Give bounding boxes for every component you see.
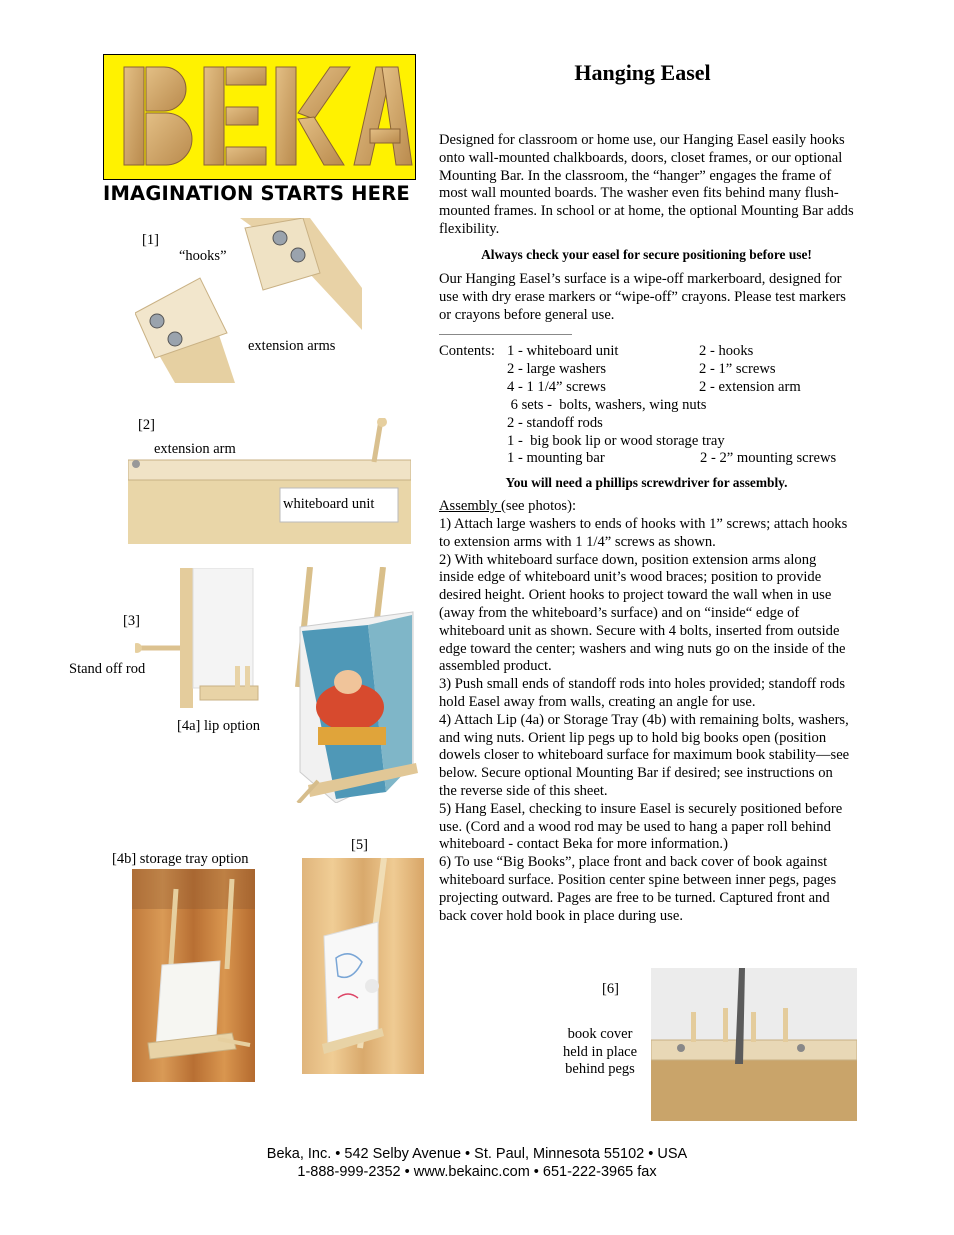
fig4b-caption: [4b] storage tray option — [112, 851, 249, 867]
contents-item: 1 - whiteboard unit — [507, 343, 619, 359]
fig4a-caption: [4a] lip option — [177, 718, 260, 734]
contents-item: 1 - mounting bar — [507, 450, 605, 466]
photo-book-pegs — [651, 968, 857, 1121]
book-cover-caption-2: held in place — [562, 1044, 638, 1060]
fig3-caption: [3] — [123, 613, 140, 629]
footer-contact: 1-888-999-2352 • www.bekainc.com • 651-222-3965 fax — [297, 1164, 657, 1180]
contents-item: 2 - 1” screws — [699, 361, 776, 377]
assembly-step-1: 1) Attach large washers to ends of hooks with 1” screws; attach hooks to extension arms with 1 1/4” screws as shown. — [439, 516, 848, 550]
logo-tagline: IMAGINATION STARTS HERE — [103, 182, 410, 205]
extension-arm-caption: extension arm — [154, 441, 236, 457]
contents-item: 2 - standoff rods — [507, 415, 603, 431]
whiteboard-unit-caption: whiteboard unit — [283, 496, 375, 512]
photo-extension-arm — [128, 418, 411, 544]
whiteboard-drawing-illustration — [302, 858, 424, 1074]
assembly-steps — [439, 516, 854, 925]
contents-item: 2 - 2” mounting screws — [700, 450, 837, 466]
book-pegs-illustration — [651, 968, 857, 1121]
book-cover-caption-1: book cover — [567, 1026, 633, 1042]
assembly-step-2: 2) With whiteboard surface down, position extension arms along inside edge of whiteboard unit’s wood braces; position to provide desired height. Orient hooks to project toward the wall when in use (away from the whiteboard’s surface) and on “inside“ edge of whiteboard unit as shown. Secure with 4 bolts, inserted from outside edge toward the center; washers and wing nuts go on the inside of the assembled product. — [439, 551, 846, 675]
contents-item: 2 - large washers — [507, 361, 607, 377]
surface-paragraph: Our Hanging Easel’s surface is a wipe-off markerboard, designed for use with dry erase markers or “wipe-off” crayons. Please test markers or crayons before general use. — [439, 271, 846, 323]
big-book-illustration — [288, 567, 435, 803]
beka-logo — [103, 54, 416, 180]
photo-big-book — [288, 567, 435, 803]
storage-tray-illustration — [132, 869, 255, 1082]
assembly-step-4: 4) Attach Lip (4a) or Storage Tray (4b) with remaining bolts, washers, and wing nuts. Orient lip pegs up to hold big books open (position dowels closer to whiteboard surface for maximum book stability—see below. Secure optional Mounting Bar if desired; see instructions on the reverse side of this sheet. — [439, 711, 850, 799]
photo-storage-tray — [132, 869, 255, 1082]
contents-item: 2 - hooks — [699, 343, 754, 359]
assembly-heading — [439, 498, 854, 516]
extension-arm-illustration — [128, 418, 411, 544]
book-cover-caption-3: behind pegs — [565, 1061, 635, 1077]
intro-paragraph: Designed for classroom or home use, our Hanging Easel easily hooks onto wall-mounted chalkboards, doors, closet frames, or our optional Mounting Bar. In the classroom, the “hanger” engages the frame of most wall mounted boards. The washer even fits behind many flush-mounted frames. In school or at home, the optional Mounting Bar adds flexibility. — [439, 132, 854, 237]
hooks-illustration — [135, 218, 362, 383]
extension-arms-caption: extension arms — [248, 338, 336, 354]
fig1-caption: [1] — [142, 232, 159, 248]
hooks-caption: “hooks” — [179, 248, 227, 264]
contents-item: 6 sets - bolts, washers, wing nuts — [507, 397, 707, 413]
contents-item: 4 - 1 1/4” screws — [507, 379, 606, 395]
fig5-caption: [5] — [351, 837, 368, 853]
beka-logo-blocks — [104, 55, 416, 180]
fig6-caption: [6] — [602, 981, 619, 997]
assembly-step-6: 6) To use “Big Books”, place front and back cover of book against whiteboard surface. Position center spine between inner pegs, pages projecting outward. Pages are free to be turned. Captured front and back cover hold book in place during use. — [439, 854, 837, 924]
photo-standoff-rod — [135, 568, 260, 708]
photo-hooks — [135, 218, 362, 383]
section-divider — [439, 334, 572, 335]
contents-label: Contents: — [439, 343, 495, 359]
safety-warning: Always check your easel for secure positioning before use! — [481, 247, 812, 262]
photo-whiteboard-drawing — [302, 858, 424, 1074]
assembly-step-5: 5) Hang Easel, checking to insure Easel is securely positioned before use. (Cord and a wood rod may be used to hang a paper roll behind whiteboard - contact Beka for more information.) — [439, 800, 843, 853]
standoff-rod-illustration — [135, 568, 260, 708]
contents-item: 1 - big book lip or wood storage tray — [507, 433, 725, 449]
page-title: Hanging Easel — [574, 60, 711, 85]
contents-item: 2 - extension arm — [699, 379, 801, 395]
standoff-rod-caption: Stand off rod — [69, 661, 146, 677]
assembly-step-3: 3) Push small ends of standoff rods into holes provided; standoff rods hold Easel away from walls, creating an angle for use. — [439, 676, 846, 710]
footer-address: Beka, Inc. • 542 Selby Avenue • St. Paul, Minnesota 55102 • USA — [266, 1146, 688, 1162]
assembly-heading-suffix: (see photos): — [501, 498, 577, 514]
tool-note: You will need a phillips screwdriver for assembly. — [505, 475, 788, 490]
assembly-heading-label: Assembly — [439, 498, 502, 514]
fig2-caption: [2] — [138, 417, 155, 433]
